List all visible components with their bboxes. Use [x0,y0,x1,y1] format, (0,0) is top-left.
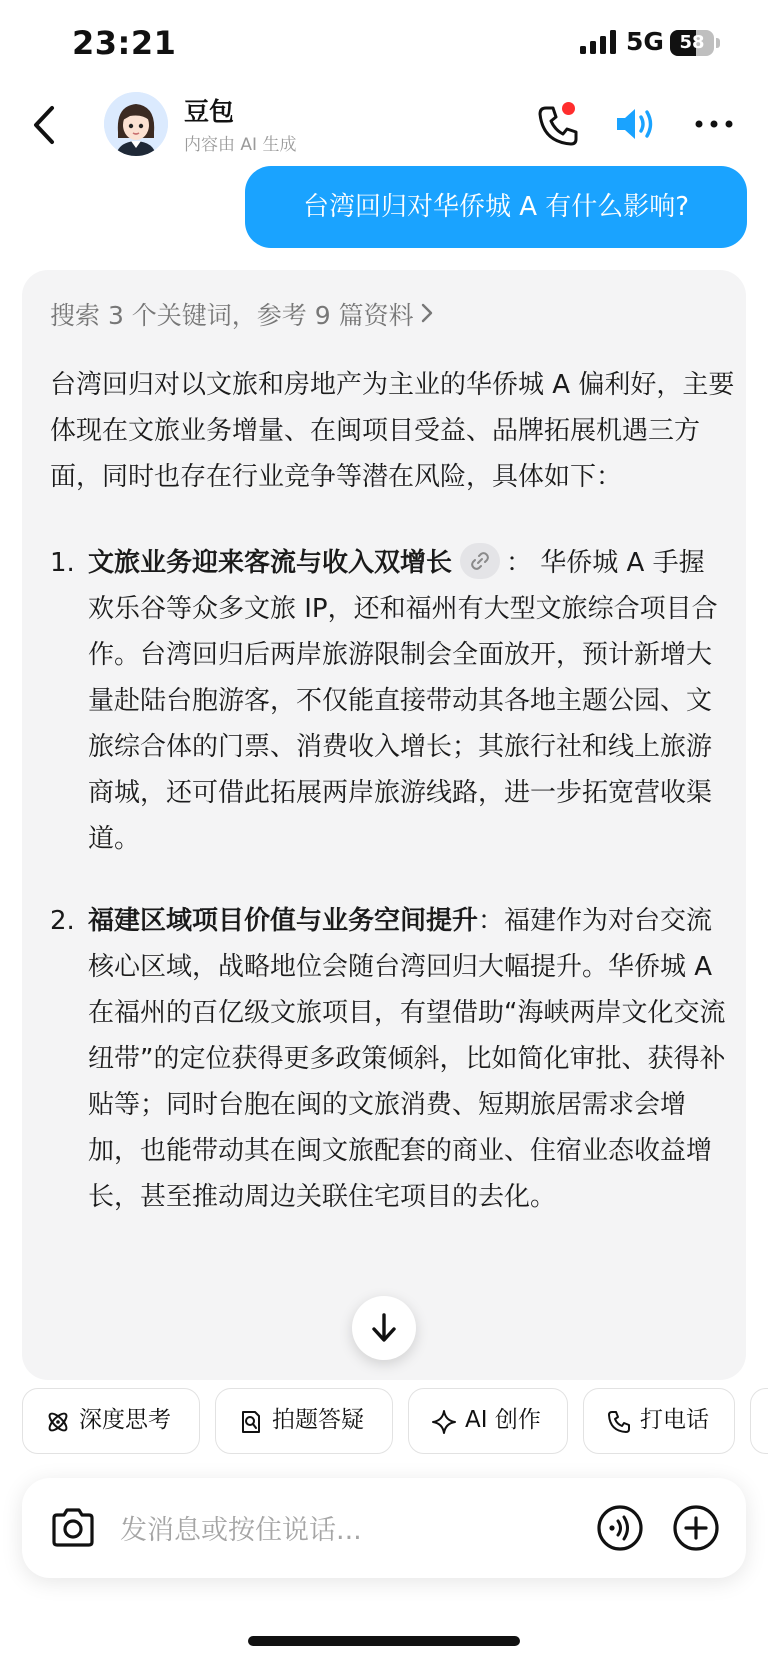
scroll-to-bottom-button[interactable] [352,1296,416,1360]
photo-question-chip[interactable] [215,1388,393,1454]
chip-label: AI 创作 [465,1407,541,1433]
search-references-label: 搜索 3 个关键词，参考 9 篇资料 [50,301,414,330]
more-actions-chip[interactable] [750,1388,768,1454]
home-indicator[interactable] [248,1636,520,1646]
plus-icon[interactable] [672,1504,720,1552]
scan-doc-icon [238,1409,264,1435]
battery-icon [670,30,720,56]
chip-label: 深度思考 [79,1407,171,1433]
quick-actions-bar [0,1388,768,1456]
message-input[interactable]: 发消息或按住说话... [120,1515,362,1546]
call-chip[interactable] [583,1388,735,1454]
bot-name: 豆包 [184,97,235,126]
list-number: 1. [50,548,75,578]
network-label: 5G [626,27,664,56]
ai-create-chip[interactable] [408,1388,568,1454]
chip-label: 打电话 [640,1407,709,1433]
list-item-text: ：福建作为对台交流核心区域，战略地位会随台湾回归大幅提升。华侨城 A 在福州的百亿级文旅项目，有望借助“海峡两岸文化交流纽带”的定位获得更多政策倾斜，比如简化审批、获得补贴等；同时台胞在闽的文旅消费、短期旅居需求会增加，也能带动其在闽文旅配套的商业、住宿业态收益增长，甚至推动周边关联住宅项目的去化。 [88,906,726,1212]
link-icon[interactable] [460,543,500,579]
assistant-answer-card [22,270,746,1380]
list-item-title: 文旅业务迎来客流与收入双增长 [88,548,453,578]
atom-icon [45,1409,71,1435]
more-icon[interactable] [694,114,734,134]
list-number: 2. [50,906,75,936]
ai-disclaimer: 内容由 AI 生成 [184,135,297,155]
deep-think-chip[interactable] [22,1388,200,1454]
search-references-link[interactable] [50,296,434,332]
list-item [50,540,730,862]
sparkle-icon [431,1409,457,1435]
answer-intro: 台湾回归对以文旅和房地产为主业的华侨城 A 偏利好，主要体现在文旅业务增量、在闽项目受益、品牌拓展机遇三方面，同时也存在行业竞争等潜在风险，具体如下： [50,370,735,492]
camera-icon[interactable] [50,1506,96,1550]
signal-icon [580,30,618,54]
status-time: 23:21 [72,24,177,62]
status-bar [0,0,768,86]
back-arrow-icon[interactable] [28,100,62,150]
list-item [50,898,730,1220]
speaker-icon[interactable] [614,104,658,144]
list-item-title: 福建区域项目价值与业务空间提升 [88,906,479,936]
message-input-bar [22,1478,746,1578]
voice-input-icon[interactable] [596,1504,644,1552]
arrow-down-icon [370,1312,398,1344]
list-item-text: ： 华侨城 A 手握欢乐谷等众多文旅 IP，还和福州有大型文旅综合项目合作。台湾回归后两岸旅游限制会全面放开，预计新增大量赴陆台胞游客，不仅能直接带动其各地主题公园、文旅综合体的门票、消费收入增长；其旅行社和线上旅游商城，还可借此拓展两岸旅游线路，进一步拓宽营收渠道。 [88,548,718,854]
chevron-right-icon [420,302,434,324]
avatar[interactable] [104,92,168,156]
notification-dot [562,102,575,115]
phone-icon [606,1409,632,1435]
chip-label: 拍题答疑 [272,1407,364,1433]
user-message-bubble[interactable]: 台湾回归对华侨城 A 有什么影响? [245,166,747,248]
battery-label: 58 [679,32,705,53]
chat-header [0,86,768,166]
